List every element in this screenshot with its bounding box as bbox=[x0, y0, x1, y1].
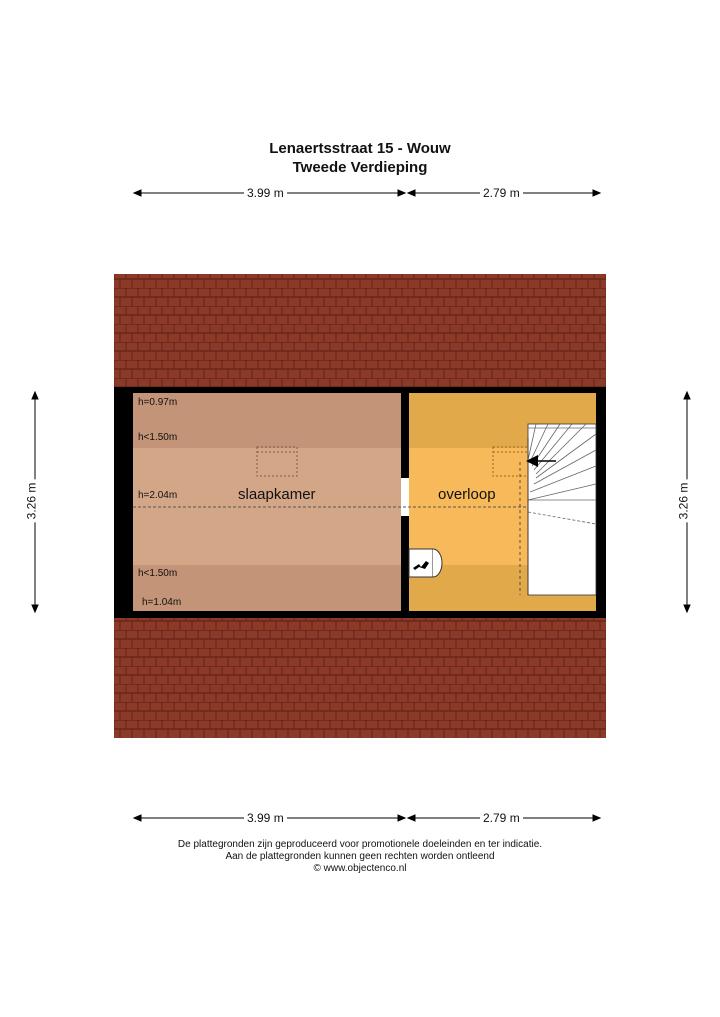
roof-bottom bbox=[114, 618, 606, 738]
height-label-lower: h<1.50m bbox=[138, 568, 178, 579]
staircase bbox=[520, 424, 596, 595]
room-label-slaapkamer: slaapkamer bbox=[238, 486, 316, 503]
vent-icon bbox=[409, 549, 442, 577]
disclaimer-line-2: Aan de plattegronden kunnen geen rechten worden ontleend bbox=[225, 851, 495, 862]
dim-top-right: 2.79 m bbox=[480, 186, 523, 200]
dim-top-left: 3.99 m bbox=[244, 186, 287, 200]
top-dimension-lines bbox=[134, 190, 600, 196]
height-label-middle: h=2.04m bbox=[138, 490, 178, 501]
height-label-upper: h<1.50m bbox=[138, 432, 178, 443]
dim-bottom-left: 3.99 m bbox=[244, 811, 287, 825]
floor-title: Tweede Verdieping bbox=[292, 159, 428, 176]
height-label-bottom: h=1.04m bbox=[142, 597, 182, 608]
room-label-overloop: overloop bbox=[438, 486, 496, 503]
disclaimer-line-1: De plattegronden zijn geproduceerd voor promotionele doeleinden en ter indicatie. bbox=[177, 839, 543, 850]
height-label-top: h=0.97m bbox=[138, 397, 178, 408]
copyright: © www.objectenco.nl bbox=[313, 863, 407, 874]
roof-top bbox=[114, 274, 606, 387]
page-title: Lenaertsstraat 15 - Wouw bbox=[269, 140, 451, 157]
door-opening bbox=[401, 478, 409, 516]
bottom-dimension-lines bbox=[134, 815, 600, 821]
dim-bottom-right: 2.79 m bbox=[480, 811, 523, 825]
dim-left-height: 3.26 m bbox=[24, 480, 38, 523]
dim-right-height: 3.26 m bbox=[676, 480, 690, 523]
